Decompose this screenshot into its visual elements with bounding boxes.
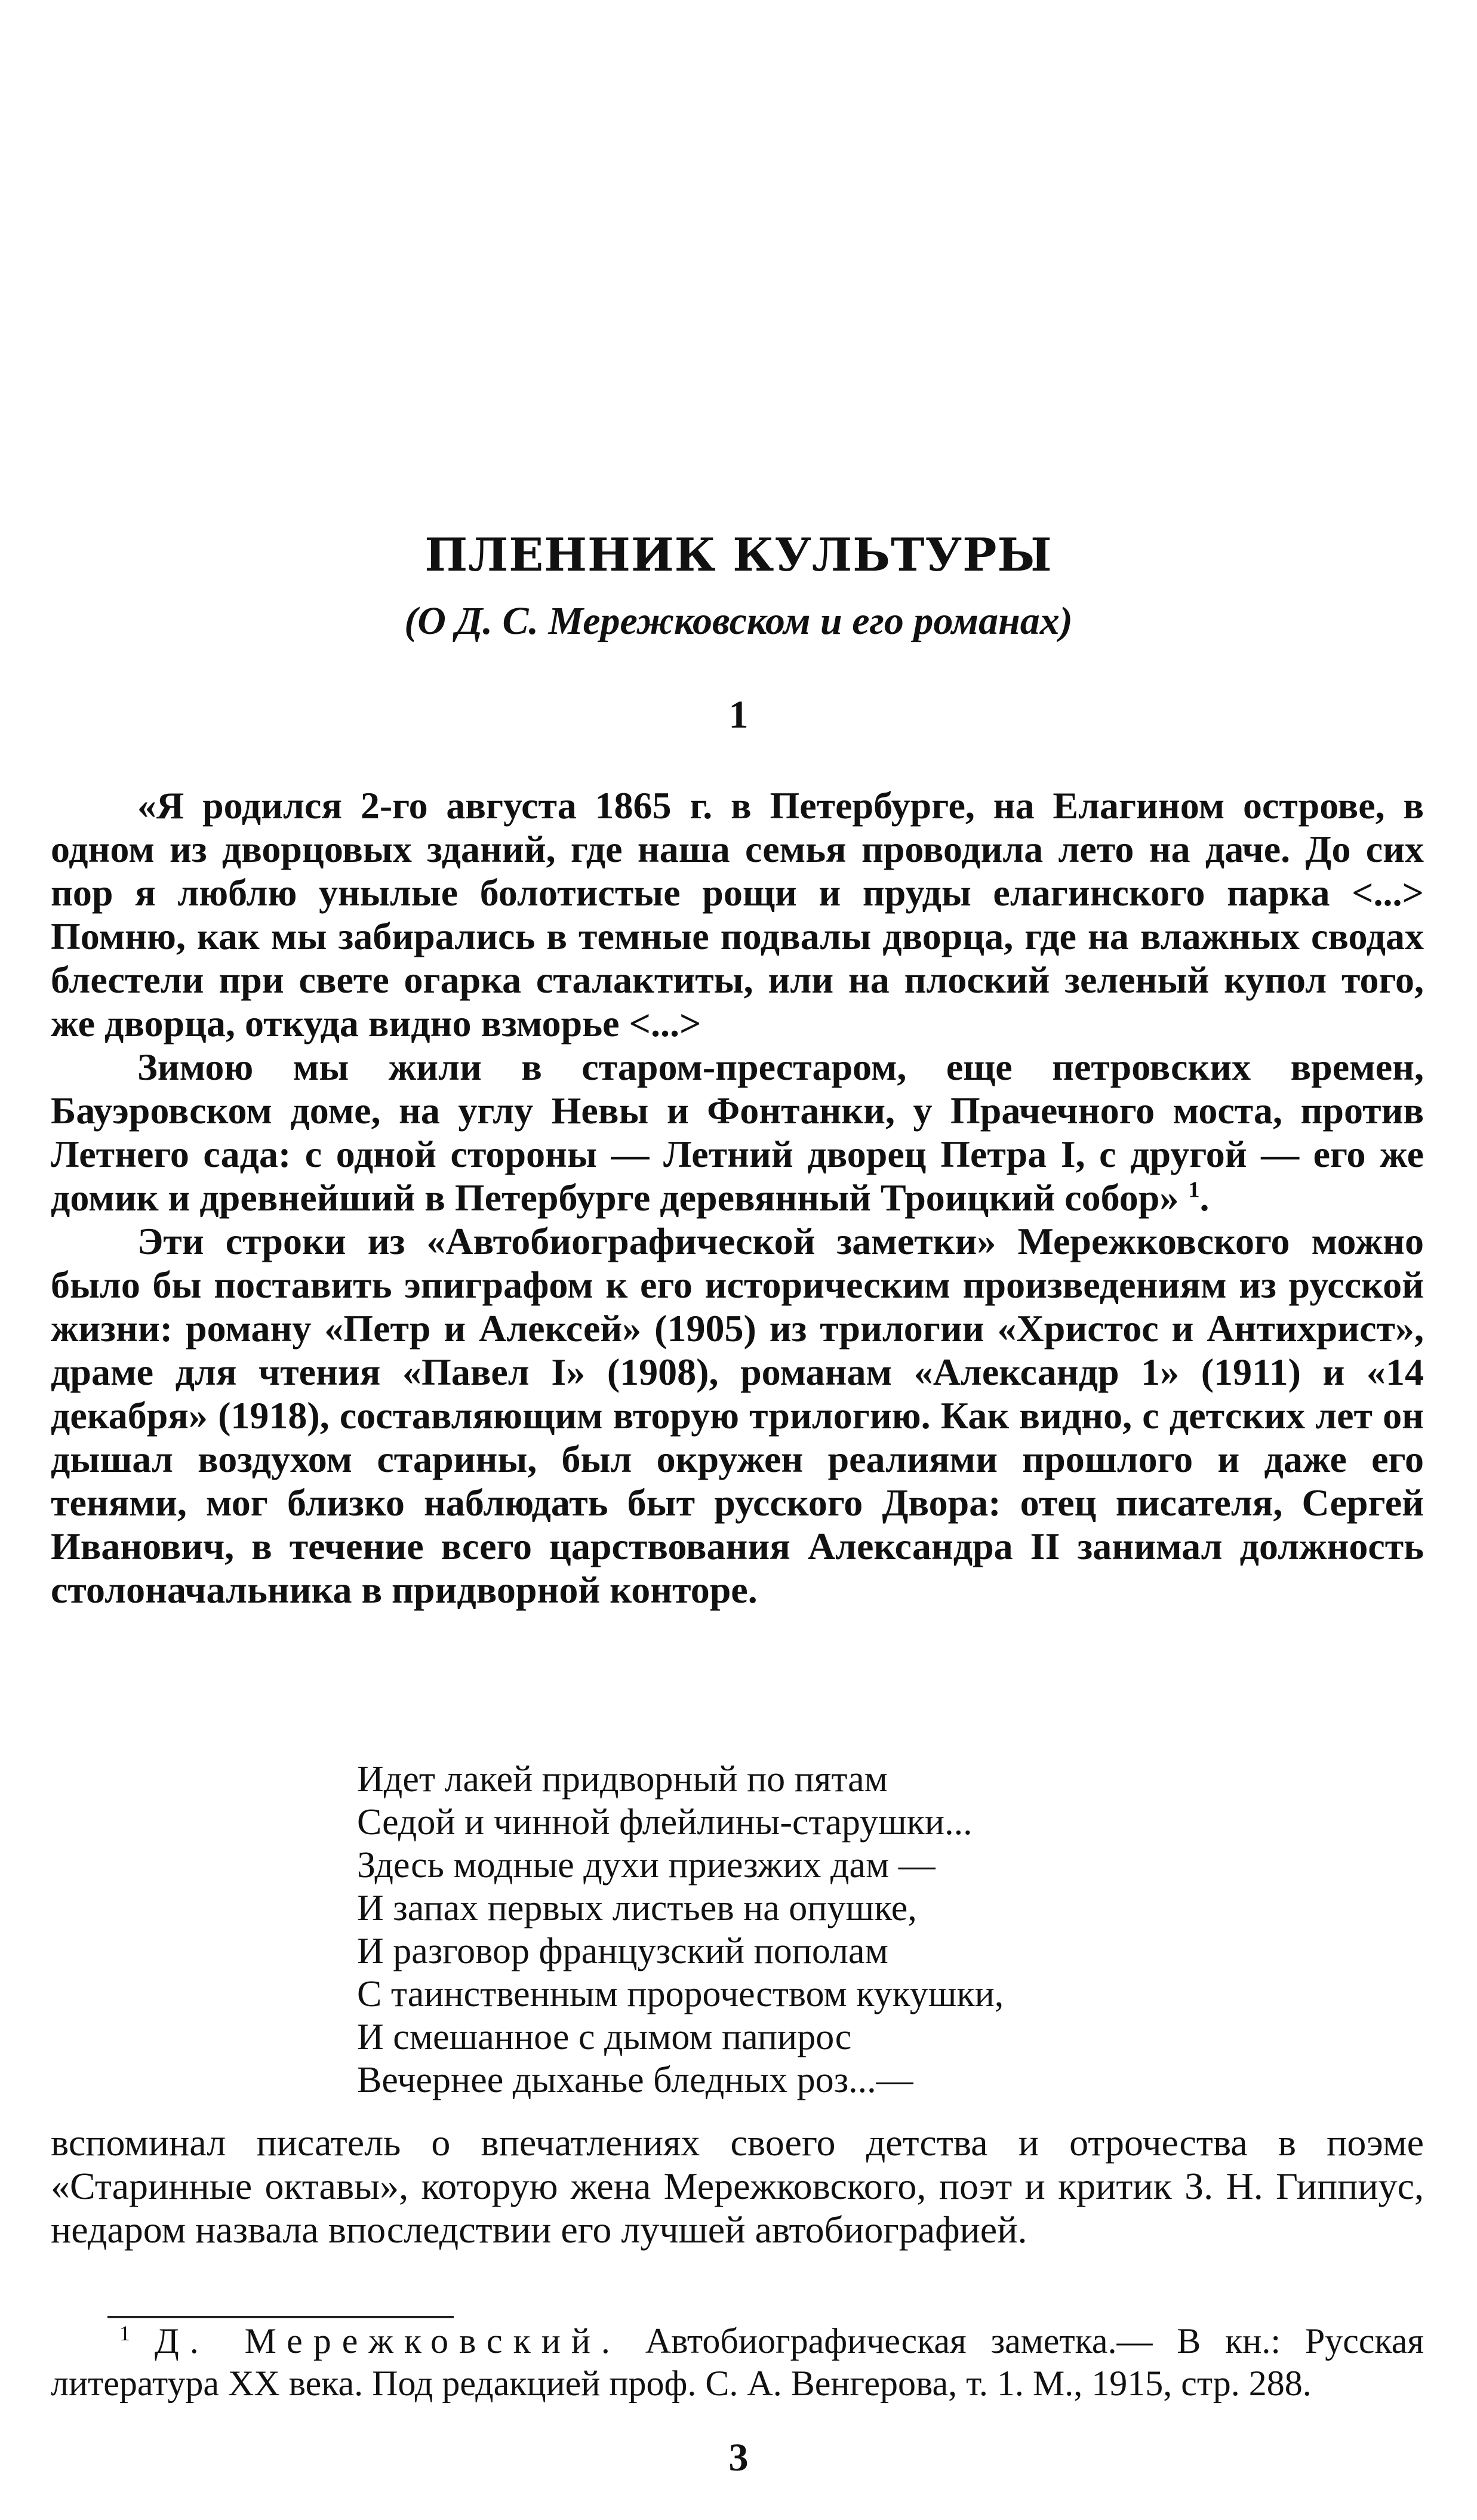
page-number: 3	[728, 2436, 749, 2479]
section-number: 1	[728, 693, 749, 737]
footnote-divider	[107, 2316, 454, 2318]
footnote	[51, 2320, 1424, 2405]
paragraph: вспоминал писатель о впечатлениях своего детства и отрочества в поэме «Старинные октавы», которую жена Мережковского, поэт и критик З. Н. Гиппиус, недаром назвала впоследствии его лучшей автобиографией.	[51, 2121, 1424, 2251]
poem-line: С таинственным пророчеством кукушки,	[357, 1974, 1004, 2014]
paragraph: Эти строки из «Автобиографической заметки» Мережковского можно было бы поставить эпиграфом к его историческим произведениям из русской жизни: роману «Петр и Алексей» (1905) из трилогии «Христос и Антихрист», драме для чтения «Павел I» (1908), романам «Александр 1» (1911) и «14 декабря» (1918), составляющим вторую трилогию. Как видно, с детских лет он дышал воздухом старины, был окружен реалиями прошлого и даже его тенями, мог близко наблюдать быт русского Двора: отец писателя, Сергей Иванович, в течение всего царствования Александра II занимал должность столоначальника в придворной конторе.	[51, 1220, 1424, 1611]
main-text	[51, 784, 1424, 1612]
paragraph-text: Зимою мы жили в старом-престаром, еще петровских времен, Бауэровском доме, на углу Невы и Фонтанки, у Прачечного моста, против Летнего сада: с одной стороны — Летний дворец Петра I, с другой — его же домик и древнейший в Петербурге деревянный Троицкий собор»	[51, 1046, 1424, 1219]
poem-line: И смешанное с дымом папирос	[357, 2017, 852, 2057]
poem-line: И разговор французский пополам	[357, 1931, 888, 1971]
footnote-reference: 1	[1188, 1177, 1200, 1203]
poem-line: Идет лакей придворный по пятам	[357, 1759, 888, 1800]
footnote-text: Автобиографическая заметка.— В кн.: Русская литература XX века. Под редакцией проф. С. А. Венгерова, т. 1. М., 1915, стр. 288.	[51, 2321, 1424, 2403]
paragraph: Зимою мы жили в старом-престаром, еще петровских времен, Бауэровском доме, на углу Невы и Фонтанки, у Прачечного моста, против Летнего сада: с одной стороны — Летний дворец Петра I, с другой — его же домик и древнейший в Петербурге деревянный Троицкий собор» $^1$.	[51, 1046, 1424, 1219]
poem-line: И запах первых листьев на опушке,	[357, 1888, 917, 1928]
footnote-author: Д. Мережковский.	[154, 2321, 621, 2361]
after-poem-text	[51, 2121, 1424, 2251]
poem-line: Седой и чинной флейлины-старушки...	[357, 1802, 973, 1843]
poem-line: Здесь модные духи приезжих дам —	[357, 1845, 936, 1886]
paragraph: «Я родился 2-го августа 1865 г. в Петербурге, на Елагином острове, в одном из дворцовых зданий, где наша семья проводила лето на даче. До сих пор я люблю унылые болотистые рощи и пруды елагинского парка <...> Помню, как мы забирались в темные подвалы дворца, где на влажных сводах блестели при свете огарка сталактиты, или на плоский зеленый купол того, же дворца, откуда видно взморье <...>	[51, 784, 1424, 1045]
poem-line: Вечернее дыханье бледных роз...—	[357, 2060, 913, 2100]
chapter-subtitle: (О Д. С. Мережковском и его романах)	[404, 599, 1073, 643]
poem-quote	[357, 1758, 1004, 2102]
footnote-number: 1	[119, 2321, 130, 2345]
chapter-title: ПЛЕННИК КУЛЬТУРЫ	[424, 528, 1053, 581]
